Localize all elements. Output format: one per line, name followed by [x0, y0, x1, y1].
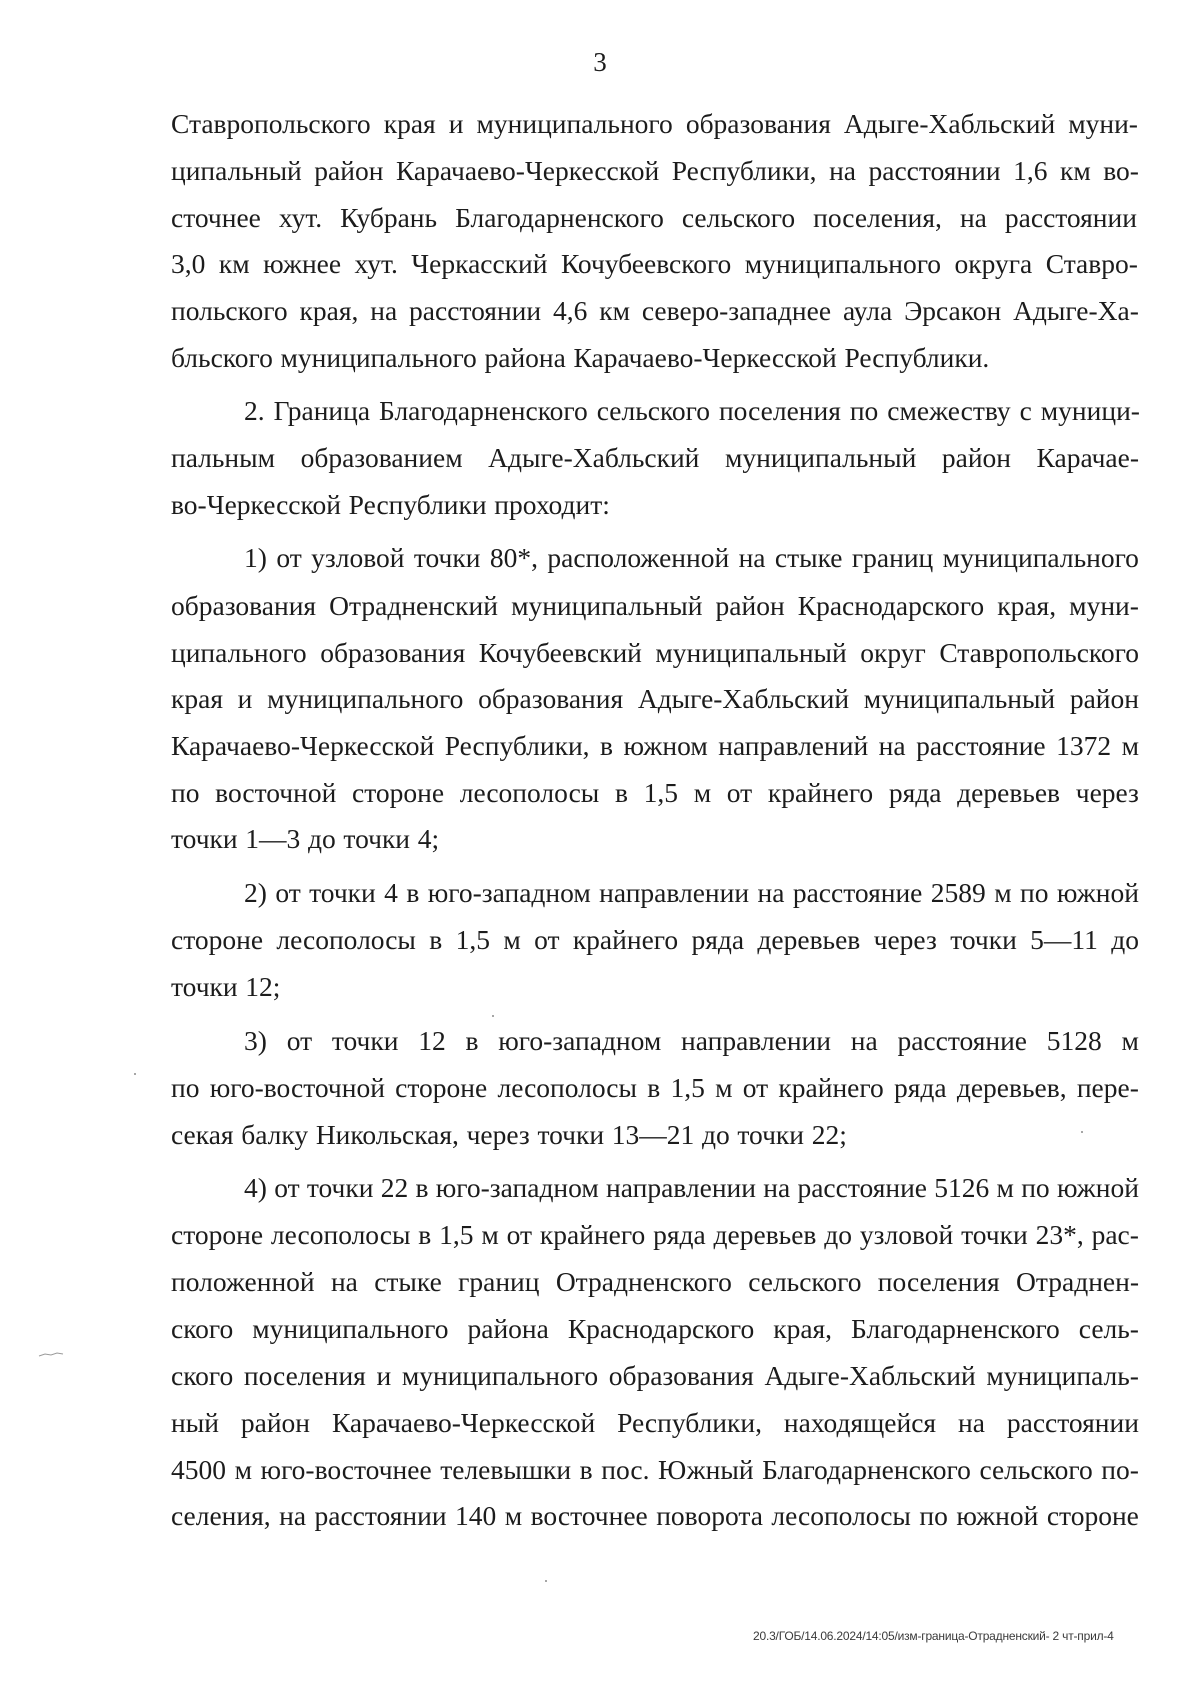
text-word: муниципальный	[863, 683, 1056, 714]
text-line	[171, 440, 1139, 476]
text-word: расстоянии	[868, 155, 1001, 186]
text-word: 3)	[244, 1025, 267, 1056]
text-word: расстояние	[916, 730, 1046, 761]
text-word: от	[534, 924, 560, 955]
text-word: 4;	[417, 823, 440, 854]
text-word: стороне	[1046, 1500, 1139, 1531]
text-word: ципальный	[171, 155, 302, 186]
text-word: узловой	[859, 1219, 954, 1250]
text-word: ряда	[653, 1219, 706, 1250]
text-word: Ставропольского	[171, 108, 371, 139]
text-word: Эрсакон	[904, 295, 1002, 326]
text-word: точки	[737, 1119, 804, 1150]
text-word: м	[715, 1072, 733, 1103]
text-word: аула	[842, 295, 893, 326]
text-word: на	[763, 1172, 791, 1203]
text-word: края,	[997, 590, 1057, 621]
text-word: точки	[950, 924, 1017, 955]
text-word: деревьев,	[956, 1072, 1067, 1103]
text-line	[171, 969, 288, 1005]
text-word: Карачаево-Черкесской	[331, 1407, 596, 1438]
text-word: Краснодарского	[797, 590, 985, 621]
text-word: образования	[171, 590, 317, 621]
text-word: во-Черкесской	[171, 489, 341, 520]
text-line	[171, 588, 1139, 624]
scan-speck	[134, 1073, 136, 1075]
text-word: точки	[171, 823, 238, 854]
text-word: км	[1059, 155, 1091, 186]
text-word: Отрадненского	[555, 1266, 732, 1297]
text-word: км	[218, 248, 250, 279]
text-word: сельского	[596, 395, 711, 426]
text-word: по	[171, 777, 200, 808]
text-word: до	[701, 1119, 730, 1150]
text-word: 1,5	[439, 1219, 474, 1250]
text-word: юго-восточной	[209, 1072, 385, 1103]
text-line	[171, 487, 618, 523]
text-word: м	[994, 877, 1012, 908]
text-word: деревьев	[757, 924, 861, 955]
text-word: хут.	[278, 202, 323, 233]
text-word: южной	[956, 1500, 1039, 1531]
text-word: от	[726, 777, 753, 808]
text-word: с	[1019, 395, 1032, 426]
text-word: м	[234, 1454, 252, 1485]
text-word: расстоянии	[1006, 1407, 1139, 1438]
text-word: на	[958, 1407, 985, 1438]
text-word: от	[275, 877, 301, 908]
text-word: Республики	[348, 489, 487, 520]
text-word: точки	[309, 877, 376, 908]
text-word: м	[504, 1500, 523, 1531]
footer-code: 20.3/ГОБ/14.06.2024/14:05/изм-граница-Отрадненский- 2 чт-прил-4	[753, 1629, 1114, 1643]
text-word: стыке	[774, 542, 843, 573]
text-line	[171, 775, 1139, 811]
text-word: точки	[171, 971, 238, 1002]
text-word: муниципаль-	[986, 1360, 1139, 1391]
text-word: поселения	[877, 1266, 1000, 1297]
text-word: Отраднен-	[1016, 1266, 1139, 1297]
text-word: на	[829, 155, 856, 186]
text-word: на	[279, 1500, 307, 1531]
text-word: 22;	[811, 1119, 847, 1150]
text-word: от	[276, 542, 302, 573]
text-line	[244, 393, 1140, 429]
text-word: 4500	[171, 1454, 226, 1485]
text-word: сельского	[681, 202, 796, 233]
text-word: границ	[851, 542, 934, 573]
text-word: от	[742, 1072, 769, 1103]
text-word: Карачаево-Черкесской	[171, 730, 435, 761]
text-word: муниципальный	[655, 637, 847, 668]
text-word: в	[579, 1454, 593, 1485]
text-word: Республики,	[617, 1407, 762, 1438]
text-word: поселения,	[813, 202, 942, 233]
text-word: Благодарненского	[851, 1313, 1060, 1344]
text-word: Адыге-Хабльский	[488, 442, 700, 473]
text-word: по	[1021, 1172, 1050, 1203]
scan-mark	[38, 1352, 64, 1357]
text-word: Республики,	[444, 730, 590, 761]
text-word: юго-восточнее	[260, 1454, 432, 1485]
text-word: восточнее	[530, 1500, 648, 1531]
text-word: муниципального	[476, 108, 673, 139]
text-word: муниципального	[252, 1313, 449, 1344]
text-line	[171, 1452, 1139, 1488]
text-word: Республики,	[671, 155, 817, 186]
text-word: 12	[418, 1025, 446, 1056]
text-word: в	[647, 1072, 661, 1103]
text-word: 4	[384, 877, 398, 908]
text-word: пальным	[171, 442, 276, 473]
text-word: 1—3	[245, 823, 301, 854]
text-word: район	[240, 1407, 310, 1438]
text-word: южной	[1056, 877, 1139, 908]
text-word: лесополосы	[459, 777, 600, 808]
text-word: сельского	[748, 1266, 862, 1297]
text-line	[171, 153, 1139, 189]
text-word: от	[274, 1172, 300, 1203]
text-word: ный	[171, 1407, 219, 1438]
text-word: балку	[241, 1119, 309, 1150]
text-word: южнее	[263, 248, 342, 279]
text-word: на	[738, 542, 766, 573]
text-word: по-	[1101, 1454, 1139, 1485]
text-word: 2.	[244, 395, 265, 426]
scan-speck	[1081, 1131, 1083, 1133]
text-word: лесополосы	[276, 924, 416, 955]
text-word: 1,5	[643, 777, 678, 808]
text-word: 140	[455, 1500, 497, 1531]
text-word: расстоянии	[314, 1500, 447, 1531]
text-word: Благодарненского	[762, 1454, 971, 1485]
text-word: Ставро-	[1045, 248, 1138, 279]
text-word: от	[286, 1025, 313, 1056]
text-line	[171, 635, 1139, 671]
text-word: рас-	[1091, 1219, 1139, 1250]
text-word: ского	[171, 1360, 234, 1391]
text-word: 1,5	[670, 1072, 705, 1103]
text-word: на	[330, 1266, 358, 1297]
text-line	[171, 106, 1138, 142]
text-word: 5128	[1046, 1025, 1102, 1056]
text-word: Республики.	[844, 342, 990, 373]
text-word: расстоянии	[409, 295, 542, 326]
text-word: муни-	[1068, 108, 1138, 139]
text-word: округ	[860, 637, 926, 668]
text-word: деревьев	[957, 777, 1061, 808]
text-line	[171, 1117, 855, 1153]
text-word: края,	[299, 295, 359, 326]
text-word: в	[406, 877, 420, 908]
text-word: муниципальный	[511, 590, 703, 621]
text-word: южном	[623, 730, 708, 761]
text-word: 2589	[930, 877, 986, 908]
text-line	[171, 1405, 1139, 1441]
text-word: района	[484, 342, 566, 373]
text-line	[171, 246, 1138, 282]
text-word: 5126	[934, 1172, 990, 1203]
text-word: района	[467, 1313, 549, 1344]
text-word: положенной	[171, 1266, 315, 1297]
text-word: 2)	[244, 877, 267, 908]
text-word: муниципальный	[724, 442, 917, 473]
text-word: Карачаево-Черкесской	[573, 342, 837, 373]
text-word: Адыге-Хабльский	[637, 683, 850, 714]
text-word: и	[448, 108, 464, 139]
text-word: м	[1121, 1025, 1139, 1056]
text-line	[244, 875, 1139, 911]
text-word: края,	[773, 1313, 833, 1344]
text-word: стороне	[352, 777, 445, 808]
text-word: точки	[961, 1219, 1028, 1250]
text-line	[171, 1498, 1139, 1534]
text-word: Граница	[273, 395, 371, 426]
text-word: смежеству	[887, 395, 1011, 426]
text-word: 3,0	[171, 248, 206, 279]
text-word: м	[503, 924, 521, 955]
text-word: муници-	[1040, 395, 1140, 426]
text-word: ципального	[171, 637, 307, 668]
text-word: в	[429, 924, 443, 955]
text-line	[171, 1264, 1139, 1300]
text-word: в	[614, 777, 628, 808]
text-line	[171, 340, 997, 376]
text-word: на	[959, 202, 987, 233]
text-word: сель-	[1078, 1313, 1139, 1344]
text-word: 12;	[245, 971, 281, 1002]
text-word: крайнего	[539, 1219, 646, 1250]
text-word: секая	[171, 1119, 234, 1150]
text-word: во-	[1103, 155, 1139, 186]
text-word: Благодарненского	[379, 395, 588, 426]
text-word: и	[376, 1360, 392, 1391]
text-word: северо-западнее	[641, 295, 832, 326]
text-line	[171, 200, 1137, 236]
text-word: Южный	[658, 1454, 754, 1485]
text-word: Кубрань	[340, 202, 438, 233]
text-word: округа	[954, 248, 1033, 279]
text-word: 22	[380, 1172, 409, 1203]
text-word: лесополосы	[771, 1500, 911, 1531]
text-word: в	[465, 1025, 479, 1056]
text-word: км	[599, 295, 630, 326]
text-line	[171, 1358, 1139, 1394]
text-word: на	[370, 295, 398, 326]
text-word: муни-	[1069, 590, 1139, 621]
text-word: муниципального	[280, 342, 477, 373]
text-word: селения,	[171, 1500, 271, 1531]
text-word: Кочубеевский	[478, 637, 642, 668]
text-word: 5—11	[1030, 924, 1098, 955]
text-word: Адыге-Ха-	[1013, 295, 1139, 326]
text-word: образования	[320, 637, 466, 668]
text-word: до	[307, 823, 336, 854]
text-word: м	[481, 1219, 499, 1250]
text-word: точки	[343, 823, 411, 854]
text-word: на	[878, 730, 906, 761]
text-word: границ	[458, 1266, 540, 1297]
text-word: 4)	[244, 1172, 267, 1203]
text-word: расстояние	[897, 1025, 1027, 1056]
text-word: польского	[171, 295, 288, 326]
text-word: по	[849, 395, 879, 426]
text-line	[171, 1070, 1139, 1106]
text-word: направлении	[606, 1172, 756, 1203]
text-word: лесополосы	[497, 1072, 637, 1103]
text-word: муниципального	[267, 683, 464, 714]
text-word: крайнего	[778, 1072, 884, 1103]
text-word: через	[1075, 777, 1139, 808]
text-word: сточнее	[171, 202, 261, 233]
text-word: 13—21	[611, 1119, 695, 1150]
text-word: расположенной	[547, 542, 730, 573]
text-word: поворота	[656, 1500, 763, 1531]
text-word: пере-	[1076, 1072, 1139, 1103]
text-word: крайнего	[767, 777, 874, 808]
page-number: 3	[593, 47, 607, 77]
text-word: узловой	[311, 542, 405, 573]
text-word: в	[415, 1172, 429, 1203]
text-word: южной	[1056, 1172, 1139, 1203]
text-line	[244, 1170, 1139, 1206]
text-word: образования	[608, 1360, 754, 1391]
text-word: до	[824, 1219, 853, 1250]
text-word: и	[237, 683, 253, 714]
text-word: крайнего	[572, 924, 679, 955]
text-line	[171, 922, 1139, 958]
text-word: район	[715, 590, 785, 621]
text-word: находящейся	[783, 1407, 937, 1438]
text-word: сельского	[979, 1454, 1093, 1485]
text-word: ряда	[691, 924, 745, 955]
text-word: лесополосы	[270, 1219, 411, 1250]
text-word: точки	[413, 542, 481, 573]
text-line	[171, 1217, 1139, 1253]
text-word: деревьев	[713, 1219, 817, 1250]
text-word: Адыге-Хабльский	[764, 1360, 976, 1391]
text-word: через	[873, 924, 937, 955]
text-word: юго-западном	[435, 1172, 599, 1203]
text-line	[244, 1023, 1139, 1059]
text-line	[171, 681, 1139, 717]
text-word: м	[1121, 730, 1139, 761]
text-word: 1372	[1056, 730, 1112, 761]
text-word: м	[693, 777, 712, 808]
text-word: 1,5	[455, 924, 490, 955]
text-word: проходит:	[494, 489, 610, 520]
text-word: края	[171, 683, 223, 714]
text-word: направлении	[681, 1025, 831, 1056]
text-word: бльского	[171, 342, 273, 373]
text-word: стороне	[171, 924, 264, 955]
text-word: через	[466, 1119, 530, 1150]
text-word: Черкасский	[411, 248, 548, 279]
text-word: Краснодарского	[567, 1313, 755, 1344]
text-word: Никольская,	[315, 1119, 459, 1150]
text-word: расстояние	[797, 1172, 927, 1203]
text-word: Ставропольского	[939, 637, 1139, 668]
text-word: направлении	[599, 877, 750, 908]
text-word: Карачае-	[1036, 442, 1139, 473]
text-word: ряда	[888, 777, 942, 808]
text-word: направлений	[718, 730, 869, 761]
text-word: точки	[331, 1025, 399, 1056]
text-line	[171, 293, 1139, 329]
text-word: по	[1020, 877, 1049, 908]
text-word: муниципального	[744, 248, 942, 279]
text-word: точки	[537, 1119, 605, 1150]
text-word: м	[996, 1172, 1014, 1203]
text-word: хут.	[354, 248, 398, 279]
text-line	[171, 821, 447, 857]
text-word: на	[850, 1025, 878, 1056]
text-word: стороне	[395, 1072, 488, 1103]
text-word: 1,6	[1013, 155, 1048, 186]
text-word: в	[600, 730, 614, 761]
text-word: в	[418, 1219, 432, 1250]
text-word: образования	[478, 683, 624, 714]
text-word: муниципального	[942, 542, 1139, 573]
text-word: образованием	[300, 442, 463, 473]
text-word: стороне	[171, 1219, 264, 1250]
text-word: телевышки	[440, 1454, 572, 1485]
text-word: края	[383, 108, 436, 139]
text-word: Благодарненского	[455, 202, 664, 233]
text-word: стыке	[374, 1266, 442, 1297]
text-word: юго-западном	[427, 877, 591, 908]
text-word: поселения	[243, 1360, 366, 1391]
text-word: район	[1069, 683, 1139, 714]
text-word: 80*,	[489, 542, 538, 573]
text-word: расстоянии	[1004, 202, 1137, 233]
text-word: юго-западном	[498, 1025, 662, 1056]
scan-speck	[492, 1015, 494, 1017]
text-word: расстояние	[792, 877, 923, 908]
text-word: образования	[685, 108, 831, 139]
text-word: до	[1111, 924, 1139, 955]
text-word: ского	[171, 1313, 234, 1344]
text-word: на	[757, 877, 785, 908]
text-word: Адыге-Хабльский	[843, 108, 1056, 139]
text-word: район	[314, 155, 384, 186]
text-line	[244, 540, 1139, 576]
text-line	[171, 728, 1139, 764]
text-word: от	[506, 1219, 533, 1250]
text-line	[171, 1311, 1139, 1347]
text-word: 23*,	[1035, 1219, 1084, 1250]
text-word: ряда	[893, 1072, 947, 1103]
text-word: Карачаево-Черкесской	[395, 155, 660, 186]
scan-speck	[545, 1580, 547, 1582]
text-word: муниципального	[401, 1360, 599, 1391]
text-word: поселения	[718, 395, 841, 426]
text-word: пос.	[601, 1454, 650, 1485]
text-word: 4,6	[552, 295, 588, 326]
text-word: Отрадненский	[329, 590, 498, 621]
text-word: по	[919, 1500, 948, 1531]
text-word: точки	[306, 1172, 374, 1203]
text-word: Кочубеевского	[560, 248, 732, 279]
text-word: 1)	[244, 542, 267, 573]
text-word: район	[941, 442, 1011, 473]
text-word: по	[171, 1072, 200, 1103]
text-word: восточной	[215, 777, 337, 808]
